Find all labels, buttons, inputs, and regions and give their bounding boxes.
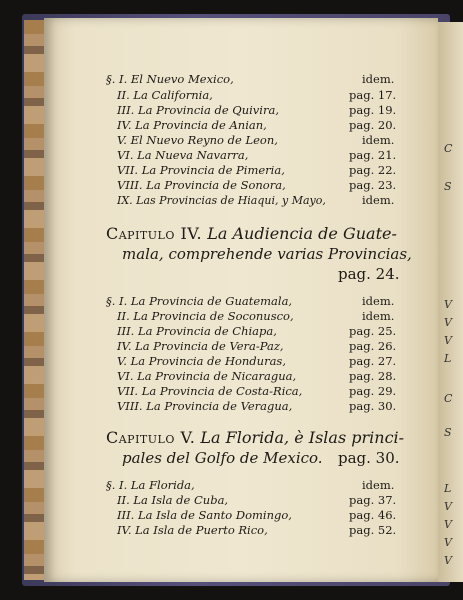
toc-entry-page: pag. 20.: [349, 118, 397, 132]
chapter-title-line: pales del Golfo de Mexico.: [122, 449, 323, 467]
toc-entry-label: VIII. La Provincia de Sonora,: [117, 178, 286, 192]
toc-entry-page: pag. 52.: [349, 523, 397, 537]
chapter-title-line: La Florida, è Islas princi-: [200, 428, 405, 447]
facing-fragment: S: [444, 180, 452, 193]
toc-entry-label: III. La Isla de Santo Domingo,: [117, 508, 292, 522]
toc-entry-page: pag. 28.: [349, 369, 397, 383]
toc-entry-label: §. I. El Nuevo Mexico,: [106, 72, 234, 86]
toc-entry-page: pag. 37.: [349, 493, 397, 507]
facing-fragment: V: [444, 518, 452, 531]
toc-entry-label: III. La Provincia de Chiapa,: [117, 324, 277, 338]
chapter-number: Capitulo V.: [106, 428, 196, 447]
toc-entry-label: V. La Provincia de Honduras,: [117, 354, 286, 368]
facing-fragment: S: [444, 426, 452, 439]
toc-entry-page: pag. 26.: [349, 339, 397, 353]
toc-entry-label: §. I. La Provincia de Guatemala,: [106, 294, 293, 308]
facing-fragment: V: [444, 554, 452, 567]
toc-entry-label: II. La Isla de Cuba,: [117, 493, 229, 507]
facing-fragment: V: [444, 316, 452, 329]
toc-entry-label: III. La Provincia de Quivira,: [117, 103, 279, 117]
toc-entry-label: §. I. La Florida,: [106, 478, 195, 492]
toc-entry-page: pag. 25.: [349, 324, 397, 338]
facing-fragment: C: [444, 392, 453, 405]
toc-entry-page: pag. 23.: [349, 178, 397, 192]
toc-entry-page: idem.: [362, 294, 395, 308]
toc-entry-label: VI. La Nueva Navarra,: [117, 148, 249, 162]
toc-entry-page: pag. 17.: [349, 88, 397, 102]
toc-entry-label: IV. La Provincia de Vera-Paz,: [117, 339, 284, 353]
chapter-heading: [106, 428, 404, 448]
toc-entry-page: idem.: [362, 478, 395, 492]
chapter-title-line: mala, comprehende varias Provincias,: [122, 245, 412, 263]
toc-entry-page: idem.: [362, 193, 395, 207]
chapter-title-line: La Audiencia de Guate-: [207, 224, 397, 243]
toc-entry-label: VII. La Provincia de Pimeria,: [117, 163, 285, 177]
toc-entry-page: pag. 29.: [349, 384, 397, 398]
toc-entry-page: idem.: [362, 133, 395, 147]
toc-entry-page: pag. 46.: [349, 508, 397, 522]
facing-fragment: V: [444, 298, 452, 311]
toc-entry-label: IX. Las Provincias de Hiaqui, y Mayo,: [117, 194, 326, 207]
toc-entry-label: IV. La Isla de Puerto Rico,: [117, 523, 268, 537]
toc-entry-label: II. La California,: [117, 88, 213, 102]
toc-entry-label: VIII. La Provincia de Veragua,: [117, 399, 293, 413]
facing-fragment: V: [444, 536, 452, 549]
toc-entry-label: VI. La Provincia de Nicaragua,: [117, 369, 297, 383]
toc-entry-label: V. El Nuevo Reyno de Leon,: [117, 133, 278, 147]
facing-fragment: L: [444, 482, 452, 495]
facing-fragment: V: [444, 334, 452, 347]
chapter-page: pag. 24.: [338, 265, 400, 283]
toc-entry-page: pag. 22.: [349, 163, 397, 177]
toc-entry-page: pag. 30.: [349, 399, 397, 413]
toc-entry-page: idem.: [362, 309, 395, 323]
toc-entry-page: pag. 27.: [349, 354, 397, 368]
toc-entry-label: VII. La Provincia de Costa-Rica,: [117, 384, 303, 398]
toc-entry-page: pag. 19.: [349, 103, 397, 117]
facing-fragment: V: [444, 500, 452, 513]
toc-entry-page: pag. 21.: [349, 148, 397, 162]
toc-entry-label: IV. La Provincia de Anian,: [117, 118, 267, 132]
toc-entry-page: idem.: [362, 72, 395, 86]
facing-fragment: L: [444, 352, 452, 365]
facing-fragment: C: [444, 142, 453, 155]
toc-entry-label: II. La Provincia de Soconusco,: [117, 309, 294, 323]
chapter-heading: [106, 224, 397, 244]
chapter-page: pag. 30.: [338, 449, 400, 467]
chapter-number: Capitulo IV.: [106, 224, 203, 243]
